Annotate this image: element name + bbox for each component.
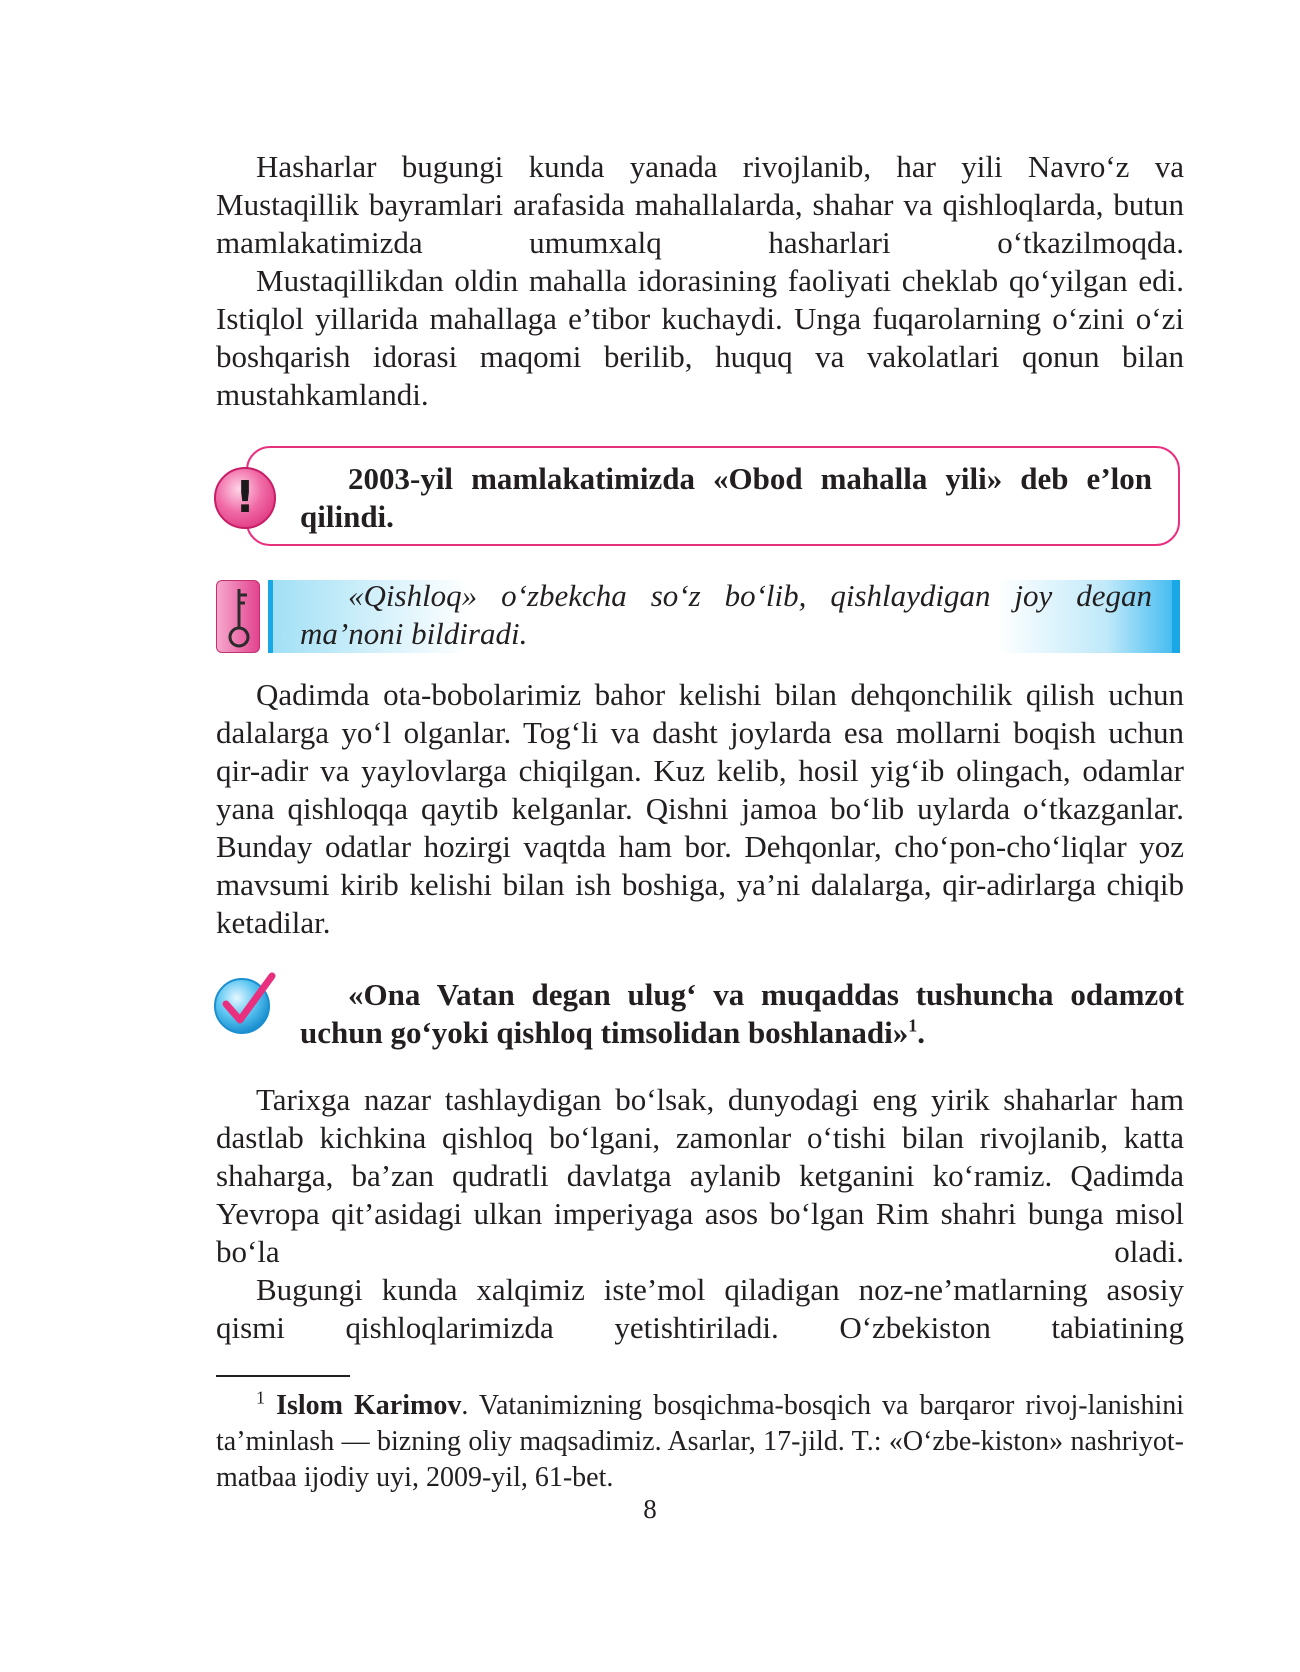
checkmark-icon: [212, 968, 282, 1038]
footnote: [216, 1388, 1184, 1496]
footnote-text: . Vatanimizning bosqichma-bosqich va barqaror rivoj-lanishini ta’minlash — bizning oliy maqsadimiz. Asarlar, 17-jild. T.: «O‘zbe-kiston» nashriyot-matbaa ijodiy uyi, 2009-yil, 61-bet.: [216, 1390, 1185, 1493]
footnote-reference[interactable]: 1: [908, 1015, 918, 1036]
paragraph-bugungi: Bugungi kunda xalqimiz iste’mol qiladigan noz-ne’matlarning asosiy qismi qishloqlarimizda yetishtiriladi. O‘zbekiston tabiatining: [216, 1272, 1184, 1345]
definition-text: «Qishloq» o‘zbekcha so‘z bo‘lib, qishlaydigan joy degan ma’noni bildiradi.: [300, 578, 1152, 651]
quote-text: «Ona Vatan degan ulug‘ va muqaddas tushuncha odamzot uchun go‘yoki qishloq timsolidan boshlanadi»$^1$.: [300, 977, 1184, 1050]
key-icon: [216, 580, 260, 653]
exclamation-icon: !: [214, 467, 276, 529]
paragraph-qadimda: Qadimda ota-bobolarimiz bahor kelishi bilan dehqonchilik qilish uchun dalalarga yo‘l olganlar. Tog‘li va dasht joylarda esa mollarni boqish uchun qir-adir va yaylovlarga chiqilgan. Kuz kelib, hosil yig‘ib olingach, odamlar yana qishloqqa qaytib kelganlar. Qishni jamoa bo‘lib uylarda o‘tkazganlar. Bunday odatlar hozirgi vaqtda ham bor. Dehqonlar, cho‘pon-cho‘liqlar yoz mavsumi kirib kelishi bilan ish boshiga, ya’ni dalalarga, qir-adirlarga chiqib ketadilar.: [216, 677, 1184, 940]
page-number: 8: [643, 1494, 657, 1524]
footnote-author: Islom Karimov: [276, 1390, 462, 1421]
footnote-marker: 1: [256, 1387, 265, 1408]
paragraph-tarixga: Tarixga nazar tashlaydigan bo‘lsak, dunyodagi eng yirik shaharlar ham dastlab kichkina qishloq bo‘lgani, zamonlar o‘tishi bilan rivojlanib, katta shaharga, ba’zan qudratli davlatga aylanib ketganini ko‘ramiz. Qadimda Yevropa qit’asidagi ulkan imperiyaga asos bo‘lgan Rim shahri bunga misol bo‘la oladi.: [216, 1082, 1184, 1269]
paragraph-mahalla: Mustaqillikdan oldin mahalla idorasining faoliyati cheklab qo‘yilgan edi. Istiqlol yillarida mahallaga e’tibor kuchaydi. Unga fuqarolarning o‘zini o‘zi boshqarish idorasi maqomi berilib, huquq va vakolatlari qonun bilan mustahkamlandi.: [216, 263, 1184, 412]
footnote-divider: [216, 1375, 350, 1377]
paragraph-hashar: Hasharlar bugungi kunda yanada rivojlanib, har yili Navro‘z va Mustaqillik bayramlari arafasida mahallalarda, shahar va qishloqlarda, butun mamlakatimizda umumxalq hasharlari o‘tkazilmoqda.: [216, 149, 1184, 260]
important-note-text: 2003-yil mamlakatimizda «Obod mahalla yili» deb e’lon qilindi.: [300, 461, 1152, 534]
